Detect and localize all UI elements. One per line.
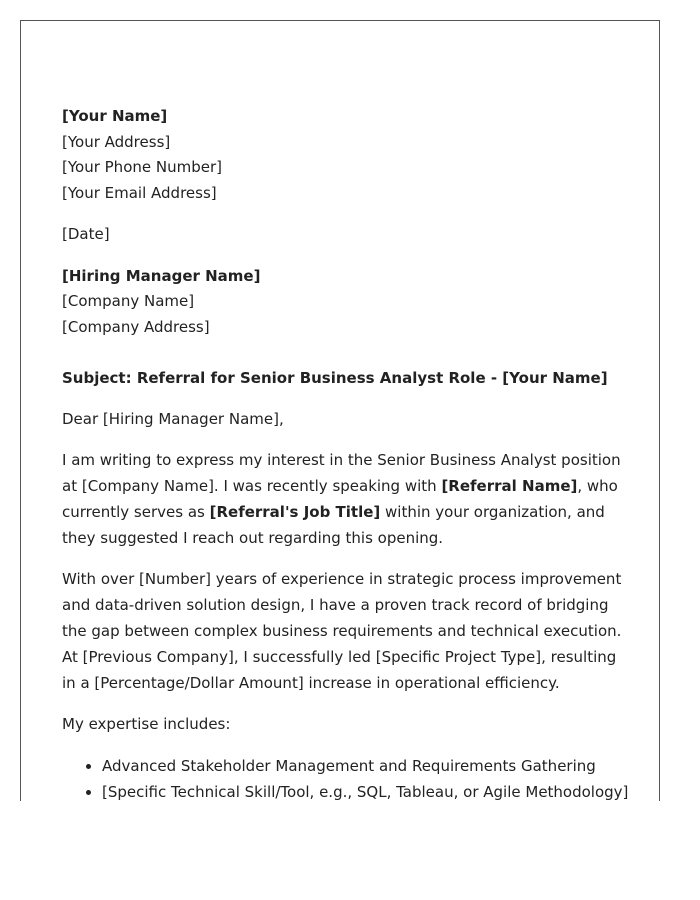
- sender-email: [Your Email Address]: [62, 183, 217, 202]
- recipient-block: [62, 264, 632, 341]
- recipient-name: [Hiring Manager Name]: [62, 266, 261, 285]
- letter-page: [20, 20, 660, 801]
- recipient-company: [Company Name]: [62, 292, 195, 310]
- paragraph-referral-text-3: within your organization, and they suggested I reach out regarding this opening.: [62, 502, 605, 547]
- sender-block: [62, 104, 632, 206]
- paragraph-experience: With over [Number] years of experience in strategic process improvement and data-driven solution design, I have a proven track record of bridging the gap between complex business requirements and technical execution. At [Previous Company], I successfully led [Specific Project Type], resulting in a [Percentage/Dollar Amount] increase in operational efficiency.: [62, 570, 622, 692]
- paragraph-referral: [62, 448, 632, 551]
- expertise-intro: My expertise includes:: [62, 715, 231, 734]
- sender-phone: [Your Phone Number]: [62, 158, 222, 176]
- paragraph-referral-text-2: , who currently serves as: [62, 477, 618, 521]
- letter-date: [Date]: [62, 225, 110, 243]
- sender-name: [Your Name]: [62, 107, 168, 125]
- sender-address: [Your Address]: [62, 132, 171, 151]
- referral-name: [Referral Name]: [441, 477, 578, 496]
- recipient-company-address: [Company Address]: [62, 317, 210, 336]
- date-block: [62, 222, 632, 248]
- expertise-list: [62, 754, 632, 801]
- referral-job-title: [Referral's Job Title]: [209, 502, 381, 521]
- letter-content: [62, 104, 632, 801]
- salutation: Dear [Hiring Manager Name],: [62, 409, 284, 428]
- paragraph-referral-text-1: I am writing to express my interest in the Senior Business Analyst position at [Company Name]. I was recently speaking with: [62, 451, 621, 496]
- subject-line: Subject: Referral for Senior Business Analyst Role - [Your Name]: [62, 369, 608, 387]
- expertise-item: • [Specific Technical Skill/Tool, e.g., SQL, Tableau, or Agile Methodology]: [102, 780, 632, 801]
- expertise-item: • Advanced Stakeholder Management and Requirements Gathering: [102, 754, 632, 780]
